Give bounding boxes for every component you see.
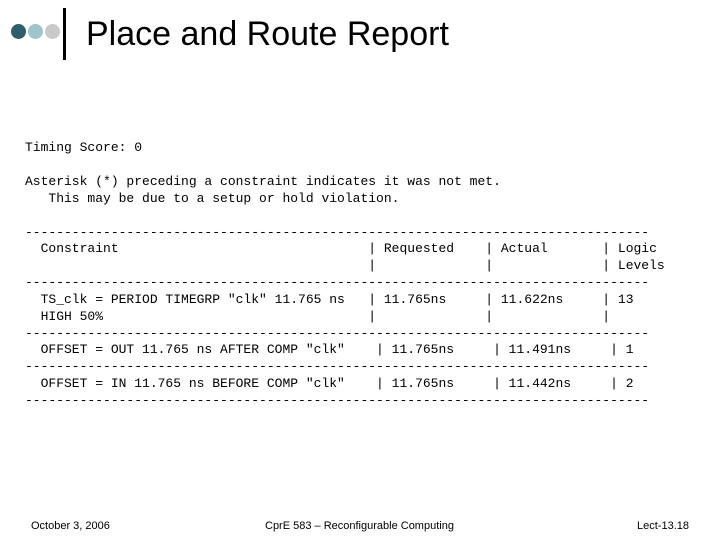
dot-dark [11, 24, 26, 39]
table-separator: -------------------------------------------------------------------------------- [25, 359, 650, 374]
title-divider [63, 8, 66, 60]
timing-score: Timing Score: 0 [25, 140, 143, 155]
table-row: OFFSET = IN 11.765 ns BEFORE COMP "clk" | 11.765ns | 11.442ns | 2 [25, 376, 634, 391]
table-separator: -------------------------------------------------------------------------------- [25, 326, 650, 341]
table-separator: -------------------------------------------------------------------------------- [25, 393, 650, 408]
table-row: OFFSET = OUT 11.765 ns AFTER COMP "clk" | 11.765ns | 11.491ns | 1 [25, 342, 634, 357]
table-separator: -------------------------------------------------------------------------------- [25, 275, 650, 290]
slide-title: Place and Route Report [86, 15, 449, 53]
table-row: TS_clk = PERIOD TIMEGRP "clk" 11.765 ns | 11.765ns | 11.622ns | 13 [25, 292, 634, 307]
table-row: HIGH 50% | | | [25, 309, 611, 324]
table-header-line: | | | Levels [25, 258, 665, 273]
violation-note: This may be due to a setup or hold violation. [25, 191, 400, 206]
asterisk-note: Asterisk (*) preceding a constraint indicates it was not met. [25, 174, 501, 189]
footer-date: October 3, 2006 [31, 520, 110, 532]
dot-gray [45, 24, 60, 39]
table-separator: -------------------------------------------------------------------------------- [25, 225, 650, 240]
dot-light [28, 24, 43, 39]
table-header-line: Constraint | Requested | Actual | Logic [25, 241, 657, 256]
footer-slide-number: Lect-13.18 [637, 520, 689, 532]
footer-course: CprE 583 – Reconfigurable Computing [265, 520, 454, 532]
